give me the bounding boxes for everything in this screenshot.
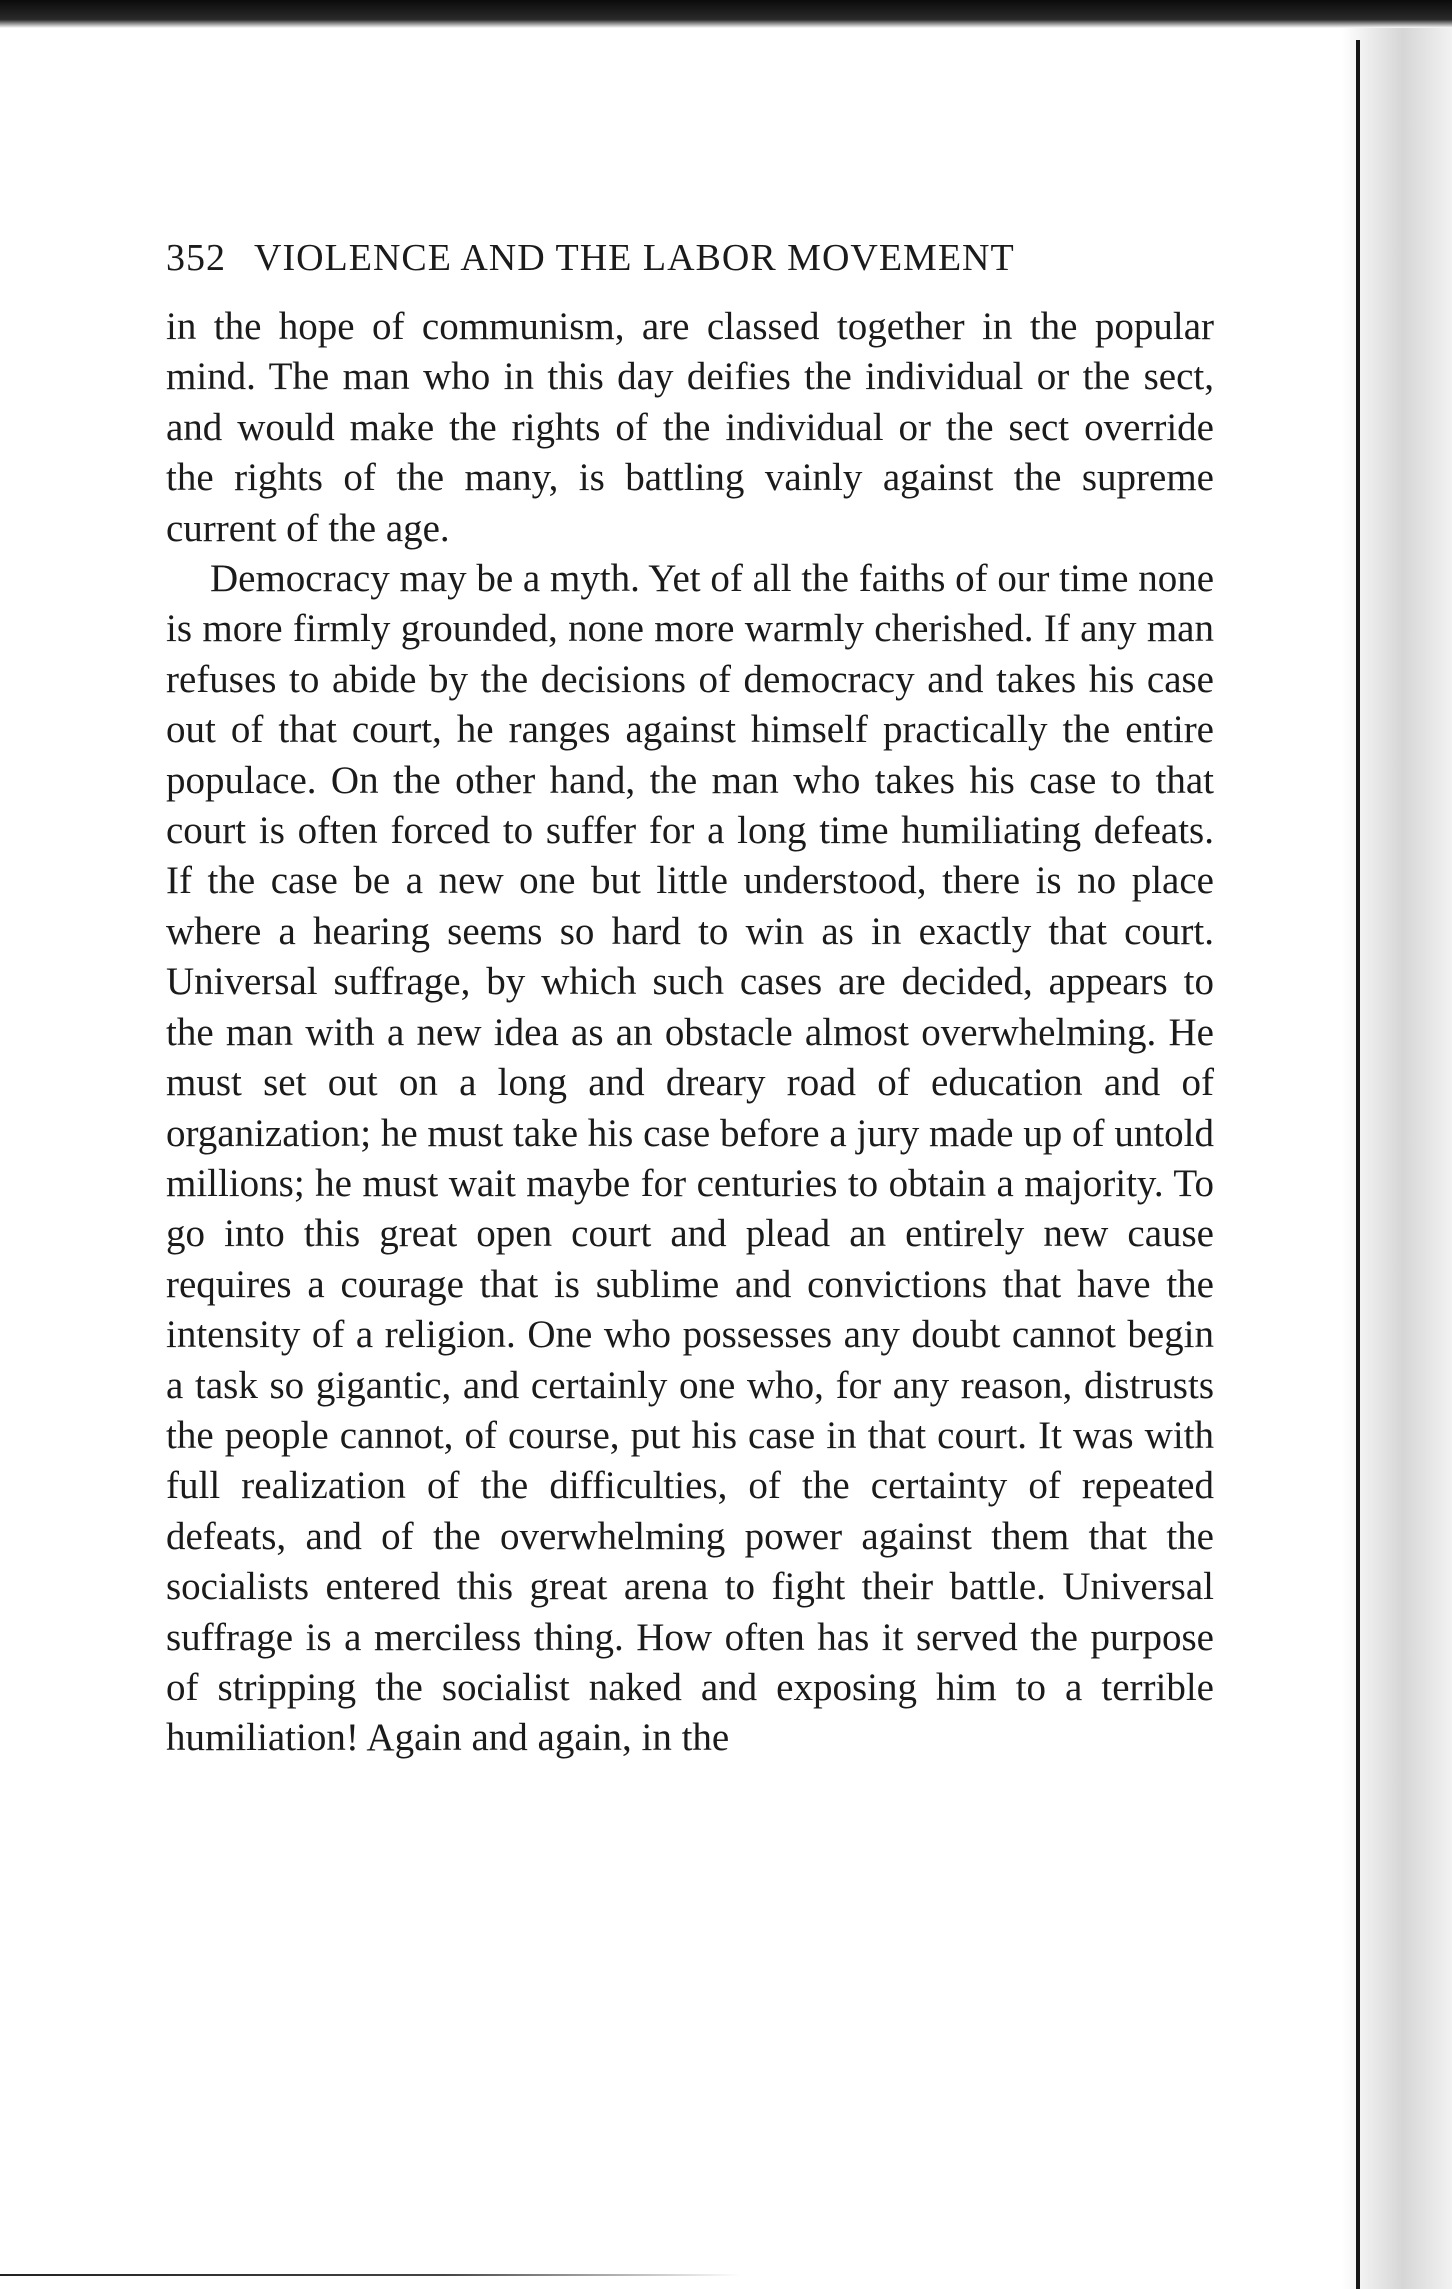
paragraph-democracy: Democracy may be a myth. Yet of all the faiths of our time none is more firmly grounded, none more warmly cherished. If any man refuses to abide by the decisions of democracy and takes his case out of that court, he ranges against himself practically the entire populace. On the other hand, the man who takes his case to that court is often forced to suffer for a long time humiliating defeats. If the case be a new one but little understood, there is no place where a hearing seems so hard to win as in exactly that court. Universal suffrage, by which such cases are decided, appears to the man with a new idea as an obstacle almost overwhelming. He must set out on a long and dreary road of education and of organization; he must take his case before a jury made up of untold millions; he must wait maybe for centuries to obtain a majority. To go into this great open court and plead an entirely new cause requires a courage that is sublime and convictions that have the intensity of a religion. One who possesses any doubt cannot begin a task so gigantic, and certainly one who, for any reason, distrusts the people cannot, of course, put his case in that court. It was with full realization of the difficulties, of the certainty of repeated defeats, and of the overwhelming power against them that the socialists entered this great arena to fight their battle. Universal suffrage is a merciless thing. How often has it served the purpose of stripping the socialist naked and exposing him to a terrible humiliation! Again and again, in the bbox=[166, 557, 1214, 1760]
scan-top-edge bbox=[0, 0, 1452, 28]
scan-bottom-edge bbox=[0, 2274, 740, 2276]
running-title: VIOLENCE AND THE LABOR MOVEMENT bbox=[254, 237, 1015, 279]
book-spine-edge bbox=[1356, 40, 1360, 2289]
paragraph-continued: in the hope of communism, are classed together in the popular mind. The man who in this day deifies the individual or the sect, and would make the rights of the individual or the sect override the rights of the many, is battling vainly against the supreme current of the age. bbox=[166, 305, 1214, 550]
page-number: 352 bbox=[166, 237, 226, 279]
page-header bbox=[166, 236, 1214, 296]
book-page bbox=[166, 236, 1214, 1764]
body-text bbox=[166, 302, 1214, 1764]
